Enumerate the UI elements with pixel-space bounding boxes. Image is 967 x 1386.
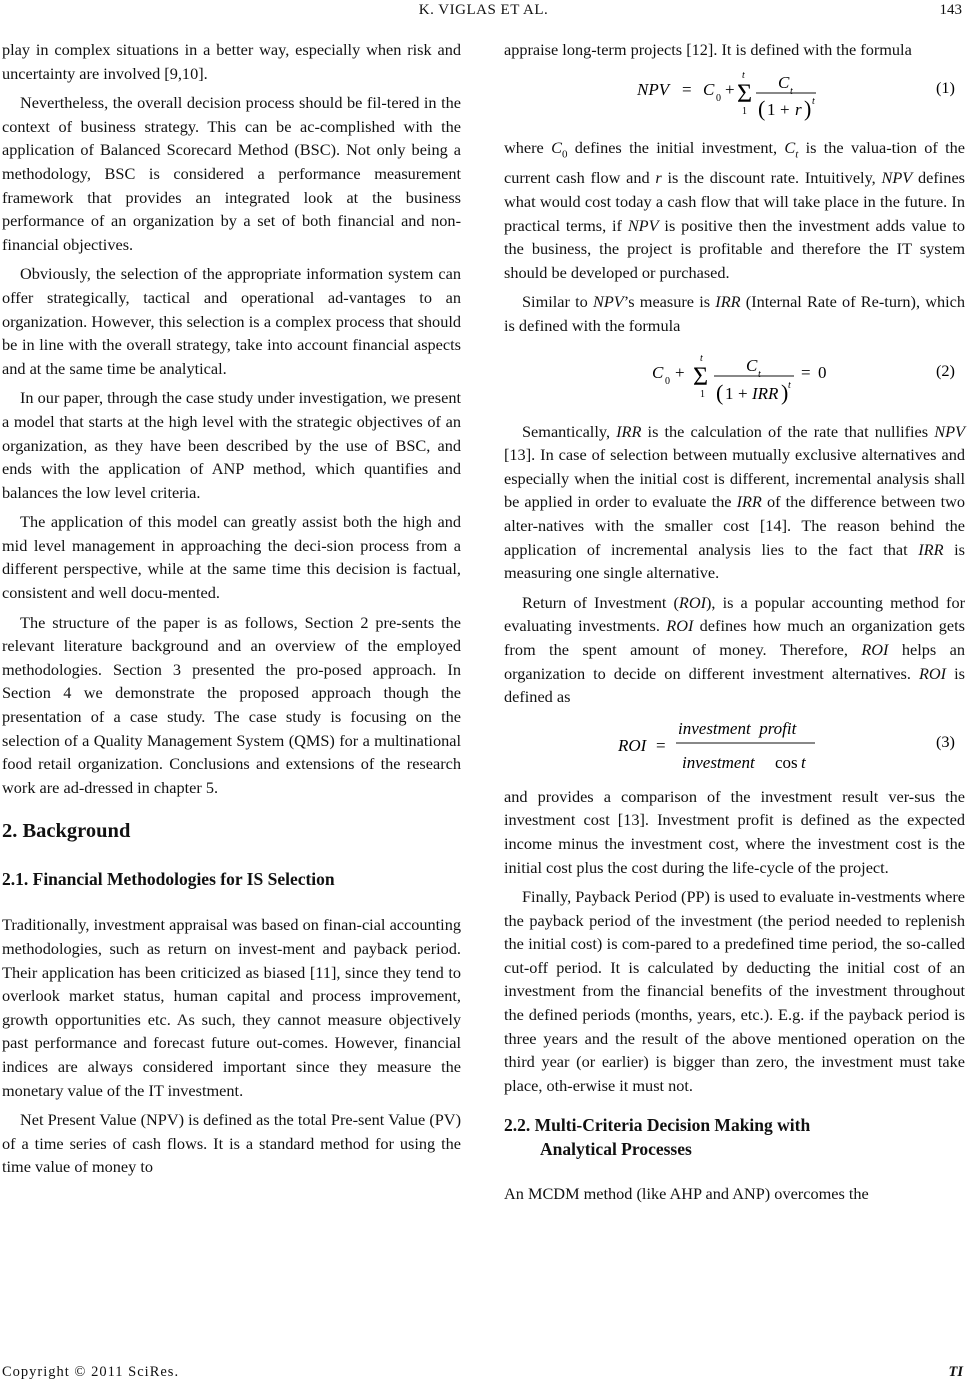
running-head: K. VIGLAS ET AL. [418,2,549,18]
eq1-lhs: NPV [637,79,670,99]
eq2-plus: + [675,362,685,382]
paragraph: Nevertheless, the overall decision process should be fil-tered in the context of business strategy. This can be ac-complished with the application of Balanced Scorecard Method (BSC). Not only being a methodology, BSC is considered a performance measurement framework that provides an integrated look at the business performance of an organization by a set of both financial and non-financial objectives. [2,93,461,254]
eq1-num: C [778,72,790,92]
eq2-equals: = [801,362,811,382]
paragraph: Obviously, the selection of the appropriate information system can offer strategically, tactical and operational ad-vantages to an organization. However, this selection is a complex process that should be in line with the overall strategy, take into account financial aspects and at the same time be analytical. [2,264,461,378]
eq1-paren-right: ) [804,95,812,121]
eq1-c-sub: 0 [716,92,721,104]
paragraph: Return of Investment (ROI), is a popular accounting method for evaluating investments. ROI defines how much an organization gets from the spent amount of money. Therefore, ROI helps an organization to decide on different investment alternatives. ROI is defined as [504,592,966,707]
eq1-exp: t [812,95,815,107]
eq2-paren-right: ) [781,379,789,405]
eq1-sum-top: t [742,69,745,81]
paragraph: The structure of the paper is as follows, Section 2 pre-sents the relevant literature background and an overview of the employed methodologies. Section 3 presented the pro-posed approach. In Section 4 we demonstrate the proposed approach though the presentation of a case study. The case study is focusing on the selection of a Quality Management System (QMS) for a multinational food retail organization. Conclusions and extensions of the research work are ad-dressed in chapter 5. [2,612,461,797]
eq2-num: C [746,355,758,375]
subsection-heading-2-1: 2.1. Financial Methodologies for IS Selection [2,869,335,890]
eq1-var: r [795,99,802,119]
eq2-num-sub: t [758,368,761,380]
equation-roi [504,709,965,785]
copyright-notice: Copyright © 2011 SciRes. [2,1364,180,1380]
paragraph: The application of this model can greatly assist both the high and mid level management in approaching the deci-sion process from a different perspective, while at the same time this decision is factual, consistent and well docu-mented. [2,512,461,603]
eq1-sum-bot: 1 [742,105,747,117]
eq1-number: (1) [936,77,955,97]
paragraph: Semantically, IRR is the calculation of the rate that nullifies NPV [13]. In case of selection between mutually exclusive alternatives and especially when the initial cost is different, incremental analysis shall be applied in order to evaluate the IRR of the difference between two alter-natives with the smaller cost [14]. The reason behind the application of incremental analysis lies to the fact that IRR is measuring one single alternative. [504,421,965,583]
equation-irr-svg [504,338,965,420]
eq1-plus2: + [780,99,790,119]
paragraph: appraise long-term projects [12]. It is defined with the formula [504,40,912,59]
page-number: 143 [939,2,962,18]
equation-npv [504,62,965,136]
eq3-den1: investment [682,752,755,772]
equation-npv-svg [504,62,965,136]
eq2-c: C [652,362,664,382]
eq2-sum-top: t [700,352,703,364]
eq2-rhs: 0 [818,362,827,382]
left-column [2,38,461,1179]
subsection-heading-2-2: 2.2. Multi-Criteria Decision Making with Analytical Processes [504,1115,811,1160]
eq1-equals: = [682,79,692,99]
eq1-plus: + [725,79,735,99]
eq3-equals: = [656,735,666,755]
eq3-lhs: ROI [618,735,647,755]
eq2-sigma: Σ [693,361,709,391]
paragraph: In our paper, through the case study under investigation, we present a model that starts at the high level with the strategic objectives of an organization, as they have been described by the use of BSC, and ends with the application of ANP method, which quantifies and balances the low level criteria. [2,388,461,502]
paragraph: Traditionally, investment appraisal was based on finan-cial accounting methodologies, such as return on invest-ment and payback period. Their application has been criticized as biased [11], since they tend to overlook market status, human capital and process improvement, growth opportunities etc. As such, they cannot measure objectively past performance and forecast future out-comes. However, financial indices are always considered important since they measure the monetary value of the IT investment. [2,915,461,1100]
eq2-c-sub: 0 [665,375,670,387]
eq1-paren-left: ( [758,95,766,121]
eq2-sum-bot: 1 [700,388,705,400]
paragraph: and provides a comparison of the investment result ver-sus the investment cost [13]. Investment profit is defined as the expected income minus the investment cost, where the investment cost is the initial cost plus the cost during the life-cycle of the project. [504,786,965,877]
paragraph: Net Present Value (NPV) is defined as the total Pre-sent Value (PV) of a time series of cash flows. It is a standard method for using the time value of money to [2,1110,461,1177]
paragraph: play in complex situations in a better way, especially when risk and uncertainty are involved [9,10]. [2,40,461,83]
paragraph: An MCDM method (like AHP and ANP) overcomes the [504,1184,869,1204]
eq2-paren-left: ( [716,379,724,405]
page-header [0,2,967,24]
journal-abbrev: TI [948,1364,963,1380]
right-column [504,38,965,1206]
eq1-c: C [703,79,715,99]
eq3-number: (3) [936,731,955,751]
eq2-number: (2) [936,360,955,380]
eq2-var: IRR [752,383,779,403]
paragraph: where $C_0$ defines the initial investment, $C_t$ is the valua-tion of the current cash flow and r is the discount rate. Intuitively, NPV defines what would cost today a cash flow that will take place in the future. In practical terms, if NPV is positive then the investment adds value to the business, the project is profitable and therefore the IT system should be developed or purchased. [504,137,966,282]
eq3-num: investment profit [678,718,797,738]
paragraph: Similar to NPV’s measure is IRR (Internal Rate of Re-turn), which is defined with the formula [504,292,966,335]
eq1-num-sub: t [790,85,793,97]
equation-irr [504,338,965,420]
eq2-plus2: + [738,383,748,403]
section-heading-background: 2. Background [2,820,131,843]
eq2-one: 1 [725,383,734,403]
eq2-exp: t [788,379,791,391]
eq3-den3: t [801,752,806,772]
eq1-one: 1 [767,99,776,119]
eq1-sigma: Σ [737,78,753,108]
paragraph: Finally, Payback Period (PP) is used to evaluate in-vestments where the payback period of the investment (the period needed to replenish the initial cost) is com-pared to a predefined time period, the so-called cut-off period. It is calculated by deducting the initial cost of an investment from the financial benefits of the investment throughout the defined periods (months, years, etc.). E.g. if the payback period is three years and the result of the above mentioned operation on the third year (or earlier) is bigger than zero, the investment must take place, oth-erwise it must not. [504,887,965,1095]
equation-roi-svg [504,709,965,785]
eq3-den2: cos [775,752,798,772]
